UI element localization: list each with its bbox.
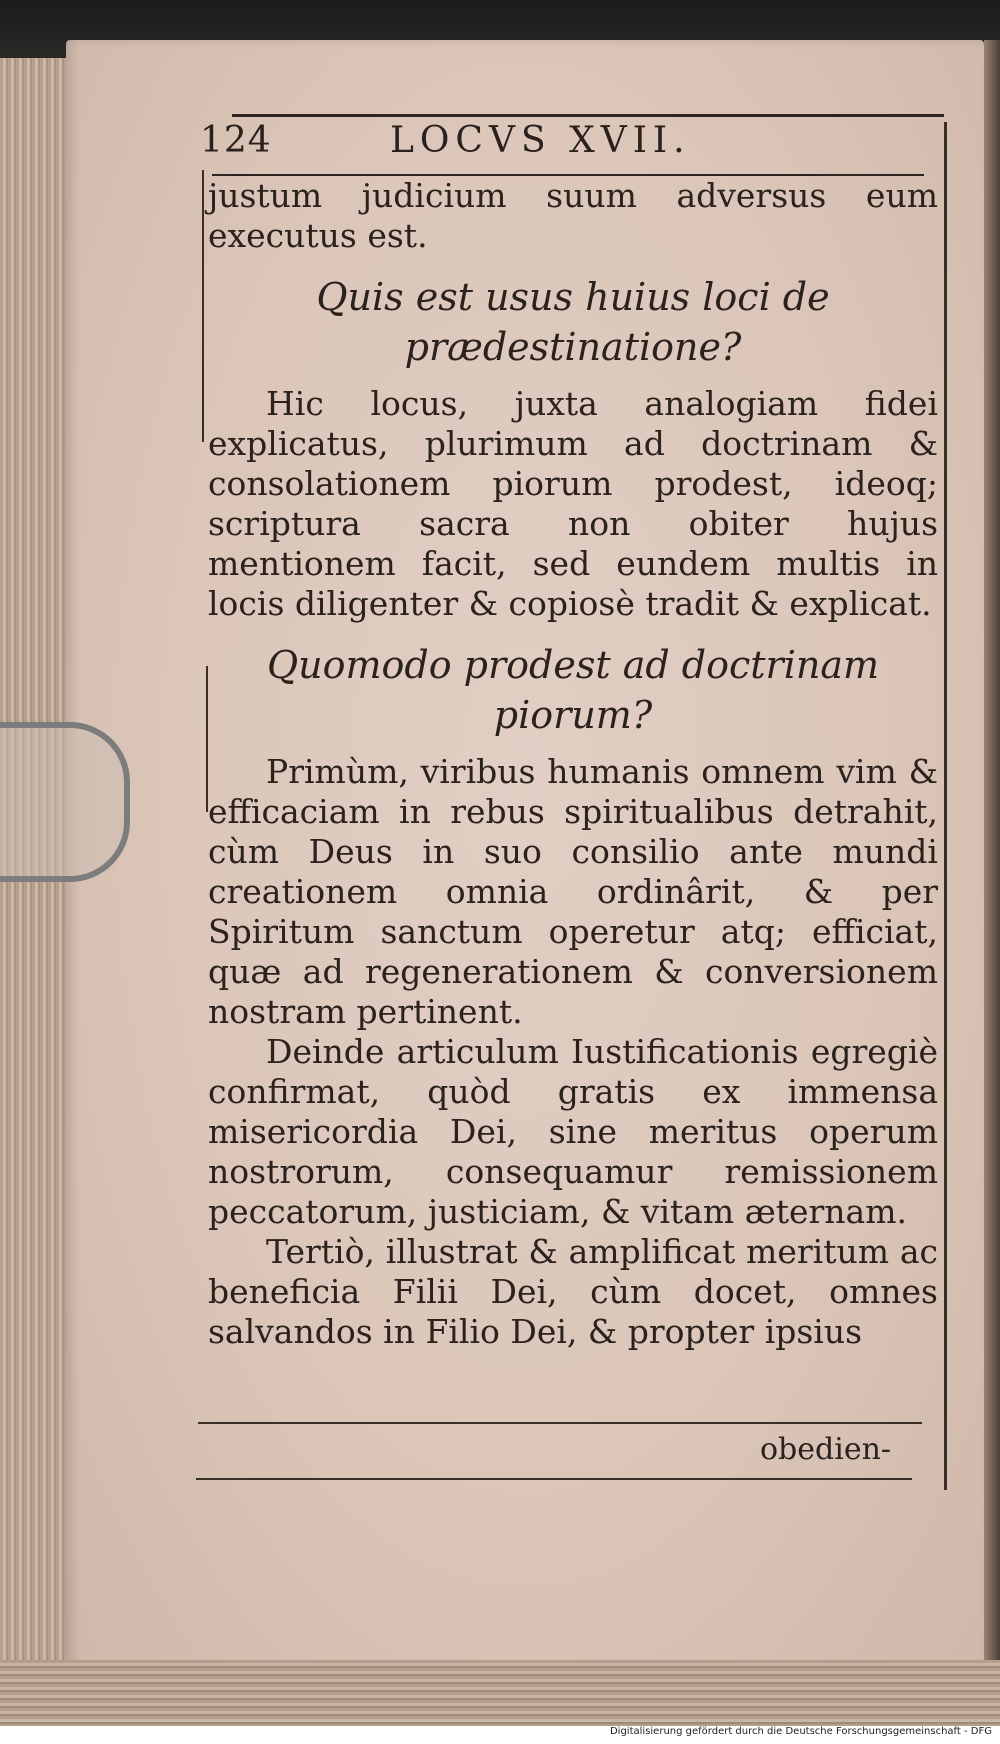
bookmark-clip: [0, 722, 130, 882]
text-frame-left-rule: [202, 170, 204, 442]
paragraph-hic-locus: Hic locus, juxta analogiam fidei explicatus, plurimum ad doctrinam & consolationem piorum prodest, ideoq; scriptura sacra non obiter hujus mentionem facit, sed eundem multis in locis diligenter & copiosè tradit & explicat.: [208, 384, 938, 623]
running-header: [200, 120, 940, 166]
footer-rule: [198, 1422, 922, 1424]
credit-text: Digitalisierung gefördert durch die Deutsche Forschungsgemeinschaft - DFG: [609, 1726, 992, 1737]
question-heading-usus: Quis est usus huius loci de prædestinatione?: [316, 275, 830, 369]
question-heading-quomodo: Quomodo prodest ad doctrinam piorum?: [266, 643, 880, 737]
header-rule: [232, 114, 944, 117]
book-page-edge-right: [984, 40, 1000, 1680]
page-number: 124: [200, 120, 272, 161]
running-title: LOCVS XVII.: [390, 120, 691, 161]
footer-rule-lower: [196, 1478, 912, 1480]
page-text-block: [208, 176, 938, 1352]
text-frame-right-rule: [944, 122, 947, 1490]
paragraph-primum: Primùm, viribus humanis omnem vim & efficaciam in rebus spiritualibus detrahit, cùm Deus in suo consilio ante mundi creationem omnia ordinârit, & per Spiritum sanctum operetur atq; efficiat, quæ ad regenerationem & conversionem nostram pertinent.: [208, 752, 938, 1031]
paragraph-tertio: Tertiò, illustrat & amplificat meritum ac beneficia Filii Dei, cùm docet, omnes salvandos in Filio Dei, & propter ipsius: [208, 1232, 938, 1351]
paragraph-continuation: justum judicium suum adversus eum executus est.: [208, 176, 938, 255]
digitization-credit: [0, 1726, 1000, 1744]
paragraph-deinde: Deinde articulum Iustificationis egregiè confirmat, quòd gratis ex immensa misericordia Dei, sine meritus operum nostrorum, consequamur remissionem peccatorum, justiciam, & vitam æternam.: [208, 1032, 938, 1231]
catchword: obedien-: [760, 1432, 892, 1467]
book-page-edges-bottom: [0, 1660, 1000, 1730]
